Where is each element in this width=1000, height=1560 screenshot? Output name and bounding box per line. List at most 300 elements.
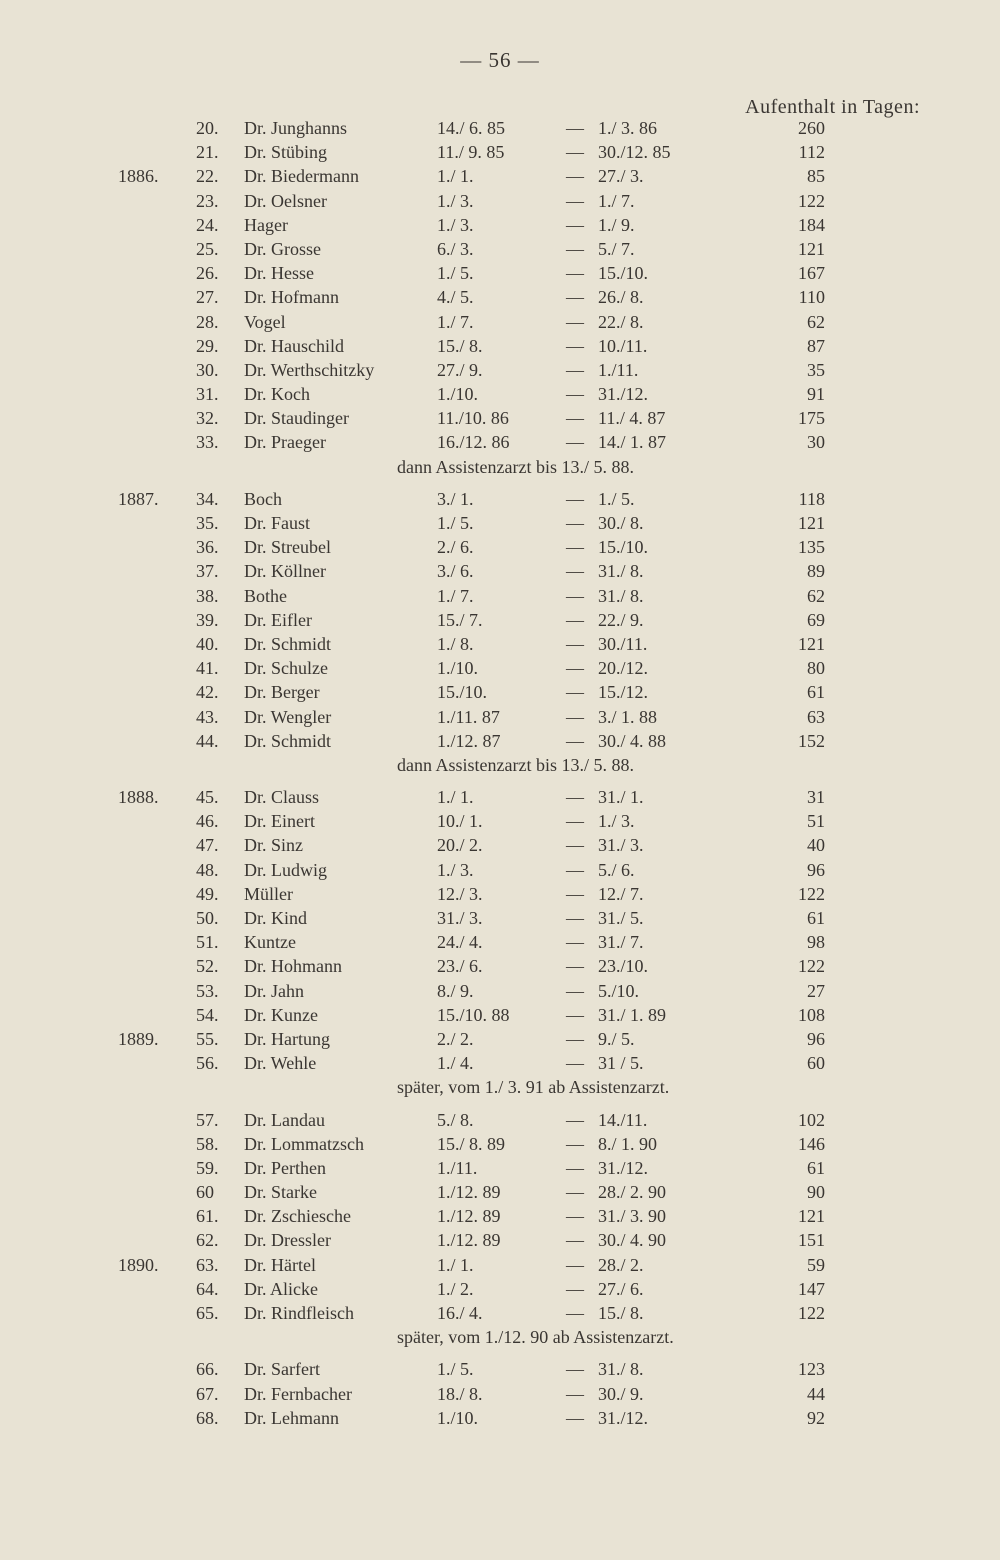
date-to: 31./ 8.	[598, 561, 644, 582]
entry-number: 44.	[196, 730, 219, 751]
entry-number: 46.	[196, 811, 219, 832]
person-name: Dr. Ludwig	[244, 859, 327, 880]
person-name: Dr. Schmidt	[244, 730, 332, 751]
date-from: 1./ 1.	[437, 787, 474, 808]
date-to: 28./ 2.	[598, 1254, 644, 1275]
date-to: 27./ 3.	[598, 166, 644, 187]
date-from: 24./ 4.	[437, 932, 483, 953]
date-from: 15./10.	[437, 682, 488, 703]
dash-separator: —	[566, 811, 584, 832]
entry-number: 36.	[196, 537, 219, 558]
days-count: 62	[807, 585, 825, 606]
person-name: Dr. Perthen	[244, 1157, 326, 1178]
dash-separator: —	[566, 118, 584, 138]
date-from: 1./ 3.	[437, 214, 474, 235]
dash-separator: —	[566, 513, 584, 533]
entry-number: 31.	[196, 384, 219, 405]
table-row	[0, 634, 1000, 658]
table-row	[0, 932, 1000, 956]
date-to: 31./12.	[598, 1157, 649, 1178]
person-name: Dr. Kunze	[244, 1004, 318, 1025]
days-count: 35	[807, 359, 825, 380]
entry-number: 37.	[196, 561, 219, 582]
table-row	[0, 835, 1000, 859]
table-row	[0, 287, 1000, 311]
date-from: 5./ 8.	[437, 1109, 474, 1130]
table-row	[0, 489, 1000, 513]
table-row	[0, 263, 1000, 287]
date-to: 23./10.	[598, 956, 649, 977]
date-to: 5./ 6.	[598, 859, 635, 880]
table-row	[0, 142, 1000, 166]
date-from: 1./12. 87	[437, 730, 501, 751]
person-name: Dr. Lommatzsch	[244, 1133, 364, 1154]
table-row	[0, 1182, 1000, 1206]
entry-number: 34.	[196, 488, 219, 509]
table-row	[0, 658, 1000, 682]
date-from: 1./12. 89	[437, 1230, 501, 1251]
date-from: 18./ 8.	[437, 1383, 483, 1404]
date-from: 1./11. 87	[437, 706, 500, 727]
date-from: 1./10.	[437, 384, 479, 405]
table-row	[0, 811, 1000, 835]
year-label: 1886.	[118, 166, 159, 187]
date-from: 1./12. 89	[437, 1206, 501, 1227]
entry-number: 68.	[196, 1407, 219, 1428]
person-name: Dr. Hohmann	[244, 956, 342, 977]
person-name: Dr. Koch	[244, 384, 310, 405]
dash-separator: —	[566, 1303, 584, 1323]
date-from: 6./ 3.	[437, 238, 474, 259]
days-count: 96	[807, 1028, 825, 1049]
year-label: 1890.	[118, 1254, 159, 1275]
person-name: Dr. Clauss	[244, 787, 320, 808]
dash-separator: —	[566, 1157, 584, 1178]
person-name: Dr. Sinz	[244, 835, 304, 856]
entry-number: 62.	[196, 1230, 219, 1251]
date-from: 1./ 2.	[437, 1278, 474, 1299]
person-name: Dr. Schmidt	[244, 633, 332, 654]
table-row	[0, 1359, 1000, 1383]
days-count: 51	[807, 811, 825, 832]
table-row	[0, 1134, 1000, 1158]
person-name: Hager	[244, 214, 288, 235]
entry-number: 39.	[196, 609, 219, 630]
date-to: 30./11.	[598, 633, 648, 654]
date-from: 27./ 9.	[437, 359, 483, 380]
days-count: 61	[807, 908, 825, 928]
date-from: 16./ 4.	[437, 1303, 483, 1323]
date-from: 1./ 7.	[437, 585, 474, 606]
dash-separator: —	[566, 908, 584, 928]
days-count: 260	[798, 118, 825, 138]
date-from: 1./ 3.	[437, 859, 474, 880]
date-from: 11./ 9. 85	[437, 142, 505, 163]
table-row	[0, 1384, 1000, 1408]
date-to: 15./12.	[598, 682, 649, 703]
person-name: Dr. Grosse	[244, 238, 321, 259]
date-from: 1./10.	[437, 1407, 479, 1428]
entry-number: 24.	[196, 214, 219, 235]
days-count: 60	[807, 1053, 825, 1074]
date-from: 2./ 6.	[437, 537, 474, 558]
date-from: 10./ 1.	[437, 811, 483, 832]
person-name: Dr. Oelsner	[244, 190, 327, 211]
date-from: 1./ 3.	[437, 190, 474, 211]
roster-table	[0, 118, 1000, 1432]
date-to: 10./11.	[598, 335, 648, 356]
date-from: 16./12. 86	[437, 432, 510, 453]
entry-number: 40.	[196, 633, 219, 654]
dash-separator: —	[566, 1028, 584, 1049]
dash-separator: —	[566, 384, 584, 405]
table-row	[0, 787, 1000, 811]
dash-separator: —	[566, 1359, 584, 1380]
dash-separator: —	[566, 1182, 584, 1203]
date-to: 26./ 8.	[598, 287, 644, 308]
person-name: Dr. Stübing	[244, 142, 328, 163]
table-row	[0, 215, 1000, 239]
days-count: 98	[807, 932, 825, 953]
person-name: Dr. Staudinger	[244, 408, 349, 429]
person-name: Dr. Jahn	[244, 980, 304, 1001]
note-line	[0, 1327, 1000, 1351]
days-count: 80	[807, 658, 825, 679]
dash-separator: —	[566, 287, 584, 308]
entry-number: 38.	[196, 585, 219, 606]
date-to: 31./ 8.	[598, 1359, 644, 1380]
dash-separator: —	[566, 682, 584, 703]
page-number: — 56 —	[460, 48, 540, 72]
days-count: 108	[798, 1004, 825, 1025]
entry-number: 43.	[196, 706, 219, 727]
note-text: später, vom 1./12. 90 ab Assistenzarzt.	[397, 1327, 674, 1348]
dash-separator: —	[566, 1254, 584, 1275]
person-name: Dr. Hesse	[244, 263, 314, 284]
table-row	[0, 860, 1000, 884]
dash-separator: —	[566, 956, 584, 977]
date-from: 3./ 6.	[437, 561, 474, 582]
date-to: 31./12.	[598, 384, 649, 405]
entry-number: 42.	[196, 682, 219, 703]
note-text: dann Assistenzarzt bis 13./ 5. 88.	[397, 754, 634, 775]
person-name: Dr. Sarfert	[244, 1359, 320, 1380]
dash-separator: —	[566, 214, 584, 235]
date-from: 3./ 1.	[437, 488, 474, 509]
table-row	[0, 312, 1000, 336]
table-row	[0, 731, 1000, 755]
person-name: Dr. Praeger	[244, 432, 326, 453]
days-count: 62	[807, 311, 825, 332]
date-to: 27./ 6.	[598, 1278, 644, 1299]
person-name: Dr. Einert	[244, 811, 315, 832]
dash-separator: —	[566, 142, 584, 163]
dash-separator: —	[566, 1053, 584, 1074]
date-to: 31./ 3. 90	[598, 1206, 667, 1227]
dash-separator: —	[566, 1407, 584, 1428]
table-row	[0, 239, 1000, 263]
entry-number: 49.	[196, 883, 219, 904]
entry-number: 23.	[196, 190, 219, 211]
dash-separator: —	[566, 835, 584, 856]
person-name: Dr. Hauschild	[244, 335, 344, 356]
entry-number: 61.	[196, 1206, 219, 1227]
days-count: 122	[798, 883, 825, 904]
person-name: Dr. Landau	[244, 1109, 325, 1130]
days-count: 121	[798, 1206, 825, 1227]
entry-number: 20.	[196, 118, 219, 138]
date-to: 8./ 1. 90	[598, 1133, 658, 1154]
table-row	[0, 191, 1000, 215]
person-name: Kuntze	[244, 932, 296, 953]
entry-number: 47.	[196, 835, 219, 856]
dash-separator: —	[566, 488, 584, 509]
year-label: 1888.	[118, 787, 159, 808]
days-count: 167	[798, 263, 825, 284]
dash-separator: —	[566, 1230, 584, 1251]
entry-number: 28.	[196, 311, 219, 332]
days-count: 61	[807, 682, 825, 703]
entry-number: 64.	[196, 1278, 219, 1299]
entry-number: 48.	[196, 859, 219, 880]
table-row	[0, 1230, 1000, 1254]
days-count: 151	[798, 1230, 825, 1251]
table-row	[0, 1158, 1000, 1182]
date-to: 15./10.	[598, 537, 649, 558]
entry-number: 59.	[196, 1157, 219, 1178]
date-to: 22./ 8.	[598, 311, 644, 332]
dash-separator: —	[566, 263, 584, 284]
date-from: 1./10.	[437, 658, 479, 679]
days-count: 152	[798, 730, 825, 751]
dash-separator: —	[566, 359, 584, 380]
dash-separator: —	[566, 1278, 584, 1299]
person-name: Müller	[244, 883, 293, 904]
person-name: Dr. Junghanns	[244, 118, 347, 138]
dash-separator: —	[566, 432, 584, 453]
entry-number: 22.	[196, 166, 219, 187]
dash-separator: —	[566, 633, 584, 654]
dash-separator: —	[566, 658, 584, 679]
table-row	[0, 384, 1000, 408]
days-count: 61	[807, 1157, 825, 1178]
date-to: 30./12. 85	[598, 142, 671, 163]
days-count: 122	[798, 1303, 825, 1323]
entry-number: 51.	[196, 932, 219, 953]
entry-number: 55.	[196, 1028, 219, 1049]
person-name: Dr. Lehmann	[244, 1407, 339, 1428]
table-row	[0, 1206, 1000, 1230]
entry-number: 32.	[196, 408, 219, 429]
days-count: 118	[798, 488, 825, 509]
year-label: 1889.	[118, 1028, 159, 1049]
days-count: 30	[807, 432, 825, 453]
entry-number: 45.	[196, 787, 219, 808]
table-row	[0, 707, 1000, 731]
date-from: 15./ 7.	[437, 609, 483, 630]
date-to: 30./ 8.	[598, 513, 644, 533]
date-to: 30./ 4. 88	[598, 730, 667, 751]
person-name: Dr. Schulze	[244, 658, 328, 679]
entry-number: 33.	[196, 432, 219, 453]
date-to: 15./ 8.	[598, 1303, 644, 1323]
days-count: 102	[798, 1109, 825, 1130]
note-text: dann Assistenzarzt bis 13./ 5. 88.	[397, 456, 634, 477]
year-label: 1887.	[118, 488, 159, 509]
table-row	[0, 118, 1000, 142]
date-from: 31./ 3.	[437, 908, 483, 928]
table-row	[0, 1255, 1000, 1279]
table-row	[0, 360, 1000, 384]
entry-number: 21.	[196, 142, 219, 163]
entry-number: 66.	[196, 1359, 219, 1380]
person-name: Dr. Dressler	[244, 1230, 331, 1251]
entry-number: 26.	[196, 263, 219, 284]
dash-separator: —	[566, 1133, 584, 1154]
entry-number: 58.	[196, 1133, 219, 1154]
date-to: 30./ 4. 90	[598, 1230, 667, 1251]
date-from: 1./ 5.	[437, 1359, 474, 1380]
note-line	[0, 1077, 1000, 1101]
date-from: 23./ 6.	[437, 956, 483, 977]
table-row	[0, 884, 1000, 908]
date-from: 20./ 2.	[437, 835, 483, 856]
days-count: 69	[807, 609, 825, 630]
days-count: 59	[807, 1254, 825, 1275]
dash-separator: —	[566, 730, 584, 751]
table-row	[0, 336, 1000, 360]
date-to: 14./11.	[598, 1109, 648, 1130]
dash-separator: —	[566, 980, 584, 1001]
person-name: Dr. Faust	[244, 513, 311, 533]
days-count: 175	[798, 408, 825, 429]
date-from: 1./11.	[437, 1157, 478, 1178]
date-from: 12./ 3.	[437, 883, 483, 904]
days-count: 63	[807, 706, 825, 727]
table-row	[0, 610, 1000, 634]
entry-number: 63.	[196, 1254, 219, 1275]
date-to: 31./ 8.	[598, 585, 644, 606]
date-from: 1./ 8.	[437, 633, 474, 654]
days-count: 112	[798, 142, 825, 163]
date-to: 30./ 9.	[598, 1383, 644, 1404]
person-name: Dr. Eifler	[244, 609, 312, 630]
date-from: 15./ 8.	[437, 335, 483, 356]
days-count: 85	[807, 166, 825, 187]
date-from: 2./ 2.	[437, 1028, 474, 1049]
person-name: Dr. Streubel	[244, 537, 331, 558]
days-count: 90	[807, 1182, 825, 1203]
date-to: 31./ 5.	[598, 908, 644, 928]
date-from: 1./ 1.	[437, 1254, 474, 1275]
date-from: 1./ 4.	[437, 1053, 474, 1074]
table-row	[0, 432, 1000, 456]
entry-number: 27.	[196, 287, 219, 308]
dash-separator: —	[566, 238, 584, 259]
date-to: 31./ 3.	[598, 835, 644, 856]
person-name: Dr. Härtel	[244, 1254, 316, 1275]
days-count: 89	[807, 561, 825, 582]
person-name: Dr. Hofmann	[244, 287, 339, 308]
dash-separator: —	[566, 1206, 584, 1227]
dash-separator: —	[566, 883, 584, 904]
date-to: 31./ 1. 89	[598, 1004, 667, 1025]
entry-number: 60	[196, 1182, 214, 1203]
date-to: 1./11.	[598, 359, 639, 380]
date-to: 1./ 7.	[598, 190, 635, 211]
days-count: 121	[798, 633, 825, 654]
entry-number: 30.	[196, 359, 219, 380]
date-to: 20./12.	[598, 658, 649, 679]
person-name: Dr. Köllner	[244, 561, 326, 582]
entry-number: 50.	[196, 908, 219, 928]
days-count: 184	[798, 214, 825, 235]
person-name: Dr. Werthschitzky	[244, 359, 375, 380]
date-to: 3./ 1. 88	[598, 706, 658, 727]
days-count: 27	[807, 980, 825, 1001]
entry-number: 52.	[196, 956, 219, 977]
person-name: Dr. Hartung	[244, 1028, 330, 1049]
entry-number: 53.	[196, 980, 219, 1001]
date-from: 14./ 6. 85	[437, 118, 506, 138]
note-text: später, vom 1./ 3. 91 ab Assistenzarzt.	[397, 1077, 670, 1098]
days-count: 31	[807, 787, 825, 808]
table-row	[0, 561, 1000, 585]
date-from: 1./ 5.	[437, 263, 474, 284]
table-row	[0, 682, 1000, 706]
days-count: 147	[798, 1278, 825, 1299]
date-to: 1./ 3. 86	[598, 118, 658, 138]
table-row	[0, 981, 1000, 1005]
dash-separator: —	[566, 585, 584, 606]
person-name: Dr. Biedermann	[244, 166, 359, 187]
table-row	[0, 1053, 1000, 1077]
person-name: Dr. Starke	[244, 1182, 317, 1203]
date-to: 5./ 7.	[598, 238, 635, 259]
person-name: Dr. Fernbacher	[244, 1383, 352, 1404]
table-row	[0, 537, 1000, 561]
person-name: Dr. Zschiesche	[244, 1206, 351, 1227]
days-count: 87	[807, 335, 825, 356]
entry-number: 25.	[196, 238, 219, 259]
date-from: 8./ 9.	[437, 980, 474, 1001]
days-count: 121	[798, 513, 825, 533]
days-count: 96	[807, 859, 825, 880]
dash-separator: —	[566, 537, 584, 558]
dash-separator: —	[566, 609, 584, 630]
note-line	[0, 457, 1000, 481]
date-to: 11./ 4. 87	[598, 408, 666, 429]
date-to: 1./ 9.	[598, 214, 635, 235]
days-count: 122	[798, 956, 825, 977]
table-row	[0, 1005, 1000, 1029]
dash-separator: —	[566, 335, 584, 356]
days-count: 121	[798, 238, 825, 259]
person-name: Dr. Alicke	[244, 1278, 318, 1299]
person-name: Vogel	[244, 311, 286, 332]
table-row	[0, 513, 1000, 537]
entry-number: 35.	[196, 513, 219, 533]
dash-separator: —	[566, 706, 584, 727]
entry-number: 65.	[196, 1303, 219, 1323]
date-to: 1./ 5.	[598, 488, 635, 509]
dash-separator: —	[566, 311, 584, 332]
entry-number: 56.	[196, 1053, 219, 1074]
date-from: 1./ 7.	[437, 311, 474, 332]
days-count: 122	[798, 190, 825, 211]
date-to: 5./10.	[598, 980, 640, 1001]
days-count: 40	[807, 835, 825, 856]
